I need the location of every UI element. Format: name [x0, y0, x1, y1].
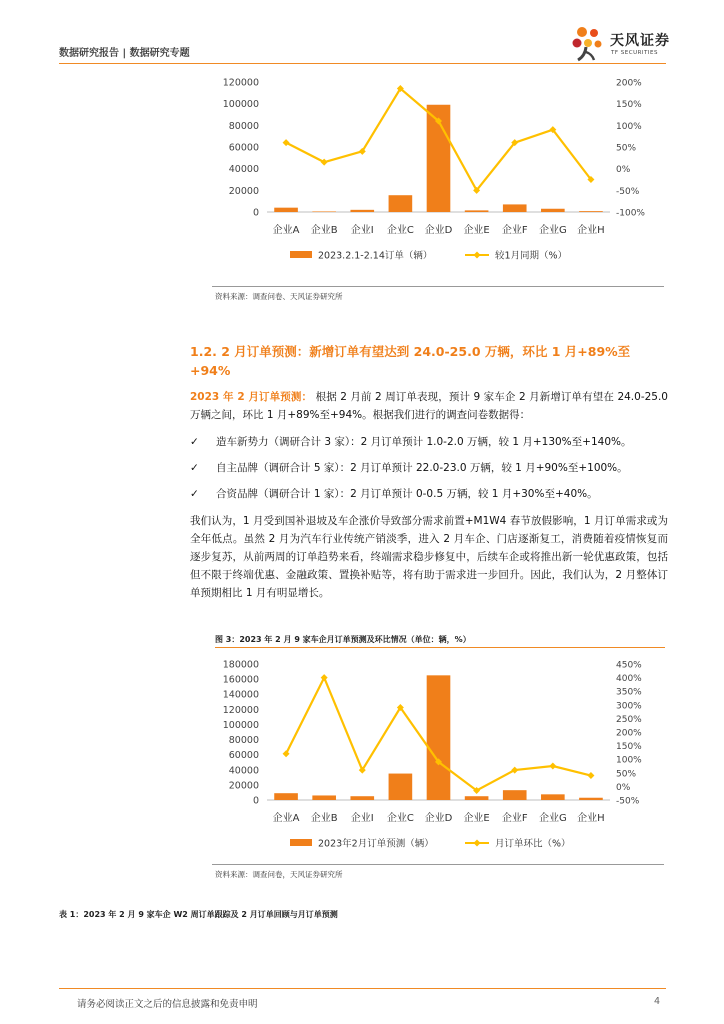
right-axis-tick: 400% — [616, 674, 642, 685]
chart1-source-divider — [212, 286, 664, 287]
bar-企业C — [389, 774, 413, 800]
right-axis-tick: 200% — [616, 78, 642, 89]
logo-text-en: TF SECURITIES — [611, 50, 658, 56]
category-label: 企业I — [350, 813, 374, 824]
section-title: 1.2. 2 月订单预测：新增订单有望达到 24.0-25.0 万辆，环比 1 月+89%至+94% — [190, 344, 631, 378]
bullet-label: 造车新势力（调研合计 3 家） — [216, 436, 351, 448]
legend-line-label: 月订单环比（%） — [495, 838, 571, 850]
bar-企业A — [274, 208, 298, 212]
left-axis-tick: 40000 — [228, 765, 259, 777]
category-label: 企业G — [538, 225, 567, 236]
category-label: 企业A — [272, 225, 300, 236]
category-label: 企业A — [272, 813, 300, 824]
intro-label: 2023 年 2 月订单预测： — [190, 391, 313, 403]
bar-企业B — [312, 795, 336, 800]
bullet-text: ：2 月订单预计 22.0-23.0 万辆，较 1 月+90%至+100%。 — [339, 462, 628, 474]
legend-line-marker — [474, 840, 481, 847]
right-axis-tick: 50% — [616, 769, 637, 780]
legend-bar-swatch — [290, 839, 312, 846]
chart1-source: 资料来源：调查问卷、天风证券研究所 — [215, 292, 343, 301]
category-label: 企业I — [350, 225, 374, 236]
left-axis-tick: 180000 — [222, 659, 259, 671]
bar-企业H — [579, 798, 603, 800]
table1-title: 表 1：2023 年 2 月 9 家车企 W2 周订单跟踪及 2 月订单回顾与月订单预测 — [59, 910, 338, 919]
category-label: 企业H — [577, 225, 605, 236]
category-label: 企业F — [501, 225, 528, 236]
category-label: 企业E — [463, 813, 490, 824]
point-企业H — [587, 772, 594, 779]
category-label: 企业H — [577, 813, 605, 824]
bar-企业E — [465, 796, 489, 800]
report-header-title: 数据研究报告 | 数据研究专题 — [59, 48, 190, 59]
left-axis-tick: 0 — [252, 795, 259, 807]
legend-bar-label: 2023.2.1-2.14订单（辆） — [318, 250, 433, 262]
logo-text-cn: 天风证券 — [610, 33, 670, 49]
footer-disclaimer: 请务必阅读正文之后的信息披露和免责申明 — [77, 999, 258, 1010]
left-axis-tick: 100000 — [222, 719, 259, 731]
intro-text: 根据 2 月前 2 周订单表现，预计 9 家车企 2 月新增订单有望在 24.0-25.0 万辆之间，环比 1 月+89%至+94%。根据我们进行的调查问卷数据得： — [190, 391, 668, 421]
bar-企业E — [465, 210, 489, 212]
left-axis-tick: 20000 — [228, 780, 259, 792]
left-axis-tick: 80000 — [228, 120, 259, 132]
company-logo — [568, 24, 678, 64]
bar-企业C — [389, 195, 413, 212]
page-number: 4 — [654, 996, 661, 1007]
category-label: 企业B — [310, 813, 338, 824]
bar-企业I — [350, 210, 374, 212]
bar-企业A — [274, 793, 298, 800]
bullet-label: 自主品牌（调研合计 5 家） — [216, 462, 340, 474]
bullet-item — [190, 459, 628, 477]
legend-line-marker — [474, 252, 481, 259]
category-label: 企业E — [463, 225, 490, 236]
check-icon: ✓ — [190, 462, 199, 474]
left-axis-tick: 0 — [252, 207, 259, 219]
chart2-source-divider — [212, 864, 664, 865]
bullet-label: 合资品牌（调研合计 1 家） — [216, 488, 340, 500]
right-axis-tick: 0% — [616, 782, 631, 793]
category-label: 企业G — [538, 813, 567, 824]
left-axis-tick: 160000 — [222, 674, 259, 686]
bar-企业F — [503, 790, 527, 800]
analysis-paragraph: 我们认为，1 月受到国补退坡及车企涨价导致部分需求前置+M1W4 春节放假影响，1 月订单需求或为全年低点。虽然 2 月为汽车行业传统产销淡季，进入 2 月车企、门店逐渐复工，消费随着疫情恢复而逐步复苏，从前两周的订单趋势来看，终端需求稳步修复中，后续车企或将推出新一轮优惠政策，包括但不限于终端优惠、金融政策、置换补贴等，将有助于需求进一步回升。因此，我们认为，2 月整体订单预期相比 1 月有明显增长。 — [190, 515, 668, 599]
figure3-divider — [215, 647, 665, 648]
left-axis-tick: 40000 — [228, 164, 259, 176]
bullet-item — [190, 485, 598, 503]
legend-line-label: 较1月同期（%） — [495, 250, 568, 262]
right-axis-tick: 350% — [616, 687, 642, 698]
category-label: 企业D — [424, 813, 453, 824]
footer-divider — [59, 988, 666, 989]
category-label: 企业D — [424, 225, 453, 236]
bullet-item — [190, 433, 631, 451]
right-axis-tick: 50% — [616, 143, 637, 154]
chart-feb-forecast — [210, 652, 670, 862]
bar-企业G — [541, 209, 565, 212]
bullet-text: ：2 月订单预计 1.0-2.0 万辆，较 1 月+130%至+140%。 — [350, 436, 632, 448]
check-icon: ✓ — [190, 488, 199, 500]
category-label: 企业C — [386, 813, 414, 824]
bar-企业F — [503, 204, 527, 212]
category-label: 企业C — [386, 225, 414, 236]
bar-企业G — [541, 794, 565, 800]
right-axis-tick: 150% — [616, 100, 642, 111]
left-axis-tick: 120000 — [222, 704, 259, 716]
right-axis-tick: -50% — [616, 186, 640, 197]
chart2-source: 资料来源：调查问卷，天风证券研究所 — [215, 870, 343, 879]
intro-paragraph — [190, 388, 668, 424]
legend-bar-swatch — [290, 251, 312, 258]
left-axis-tick: 100000 — [222, 99, 259, 111]
right-axis-tick: 250% — [616, 714, 642, 725]
figure3-title: 图 3：2023 年 2 月 9 家车企月订单预测及环比情况（单位：辆，%） — [215, 635, 471, 644]
category-label: 企业F — [501, 813, 528, 824]
right-axis-tick: 100% — [616, 121, 642, 132]
bullet-text: ：2 月订单预计 0-0.5 万辆，较 1 月+30%至+40%。 — [339, 488, 598, 500]
right-axis-tick: 300% — [616, 701, 642, 712]
left-axis-tick: 60000 — [228, 142, 259, 154]
right-axis-tick: 200% — [616, 728, 642, 739]
chart-orders-feb-w2 — [210, 72, 670, 272]
right-axis-tick: -100% — [616, 208, 645, 219]
category-label: 企业B — [310, 225, 338, 236]
left-axis-tick: 140000 — [222, 689, 259, 701]
left-axis-tick: 60000 — [228, 750, 259, 762]
right-axis-tick: 100% — [616, 755, 642, 766]
bar-企业B — [312, 211, 336, 212]
check-icon: ✓ — [190, 436, 199, 448]
left-axis-tick: 80000 — [228, 735, 259, 747]
right-axis-tick: 0% — [616, 165, 631, 176]
bar-企业I — [350, 796, 374, 800]
left-axis-tick: 120000 — [222, 77, 259, 89]
left-axis-tick: 20000 — [228, 185, 259, 197]
bar-企业H — [579, 211, 603, 212]
bar-企业D — [427, 675, 451, 800]
right-axis-tick: -50% — [616, 796, 640, 807]
header-divider — [59, 63, 666, 64]
right-axis-tick: 450% — [616, 660, 642, 671]
legend-bar-label: 2023年2月订单预测（辆） — [318, 838, 434, 850]
logo-flower-icon — [568, 24, 608, 64]
right-axis-tick: 150% — [616, 742, 642, 753]
point-企业G — [549, 763, 556, 770]
